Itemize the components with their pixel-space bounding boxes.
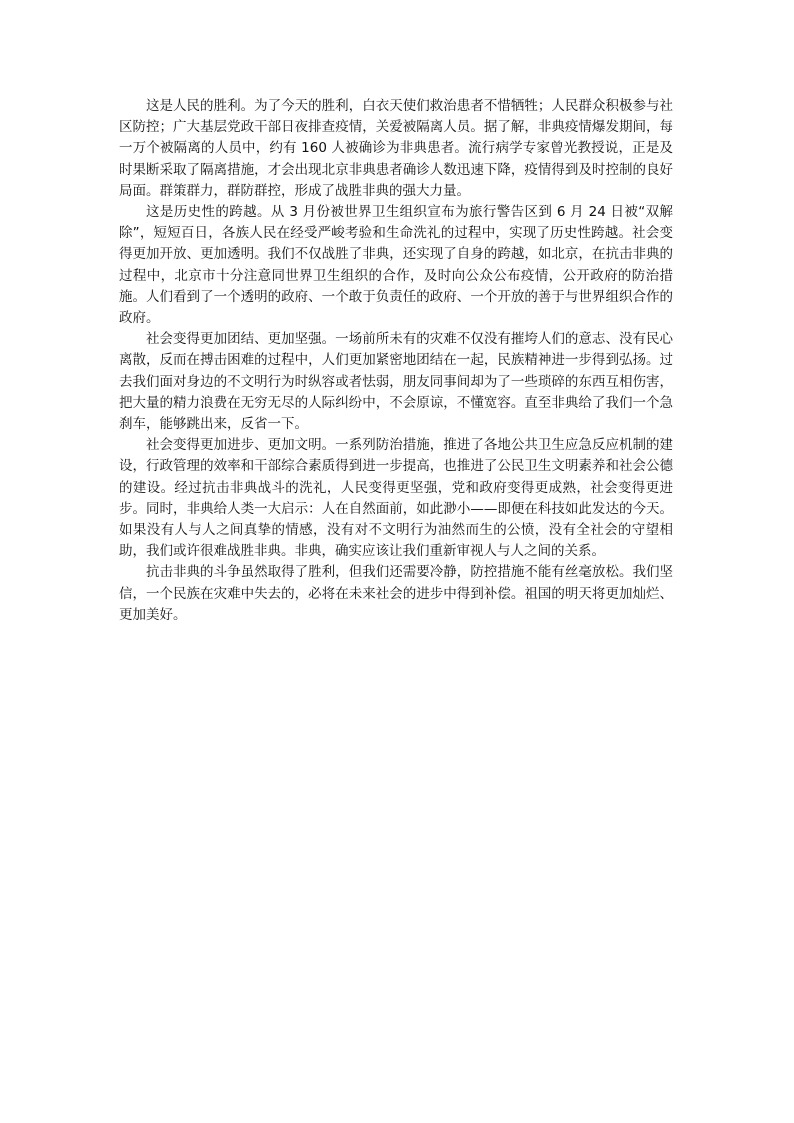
- paragraph: 抗击非典的斗争虽然取得了胜利，但我们还需要冷静，防控措施不能有丝毫放松。我们坚信，一个民族在灾难中失去的，必将在未来社会的进步中得到补偿。祖国的明天将更加灿烂、更加美好。: [119, 564, 673, 623]
- paragraph: 社会变得更加团结、更加坚强。一场前所未有的灾难不仅没有摧垮人们的意志、没有民心离散，反而在搏击困难的过程中，人们更加紧密地团结在一起，民族精神进一步得到弘扬。过去我们面对身边的不文明行为时纵容或者怯弱，朋友同事间却为了一些琐碎的东西互相伤害，把大量的精力浪费在无穷无尽的人际纠纷中，不会原谅，不懂宽容。直至非典给了我们一个急刹车，能够跳出来，反省一下。: [119, 331, 673, 433]
- paragraph: 社会变得更加进步、更加文明。一系列防治措施，推进了各地公共卫生应急反应机制的建设，行政管理的效率和干部综合素质得到进一步提高，也推进了公民卫生文明素养和社会公德的建设。经过抗击非典战斗的洗礼，人民变得更坚强，党和政府变得更成熟，社会变得更进步。同时，非典给人类一大启示：人在自然面前，如此渺小——即便在科技如此发达的今天。如果没有人与人之间真挚的情感，没有对不文明行为油然而生的公愤，没有全社会的守望相助，我们或许很难战胜非典。非典，确实应该让我们重新审视人与人之间的关系。: [119, 437, 673, 560]
- paragraph: 这是人民的胜利。为了今天的胜利，白衣天使们救治患者不惜牺牲；人民群众积极参与社区防控；广大基层党政干部日夜排查疫情，关爱被隔离人员。据了解，非典疫情爆发期间，每一万个被隔离的人员中，约有 160 人被确诊为非典患者。流行病学专家曾光教授说，正是及时果断采取了隔离措施，才会出现北京非典患者确诊人数迅速下降，疫情得到及时控制的良好局面。群策群力，群防群控，形成了战胜非典的强大力量。: [119, 98, 673, 199]
- document-body: [119, 96, 673, 626]
- paragraph: 这是历史性的跨越。从 3 月份被世界卫生组织宣布为旅行警告区到 6 月 24 日被“双解除”，短短百日，各族人民在经受严峻考验和生命洗礼的过程中，实现了历史性跨越。社会变得更加开放、更加透明。我们不仅战胜了非典，还实现了自身的跨越，如北京，在抗击非典的过程中，北京市十分注意同世界卫生组织的合作，及时向公众公布疫情，公开政府的防治措施。人们看到了一个透明的政府、一个敢于负责任的政府、一个开放的善于与世界组织合作的政府。: [119, 204, 673, 327]
